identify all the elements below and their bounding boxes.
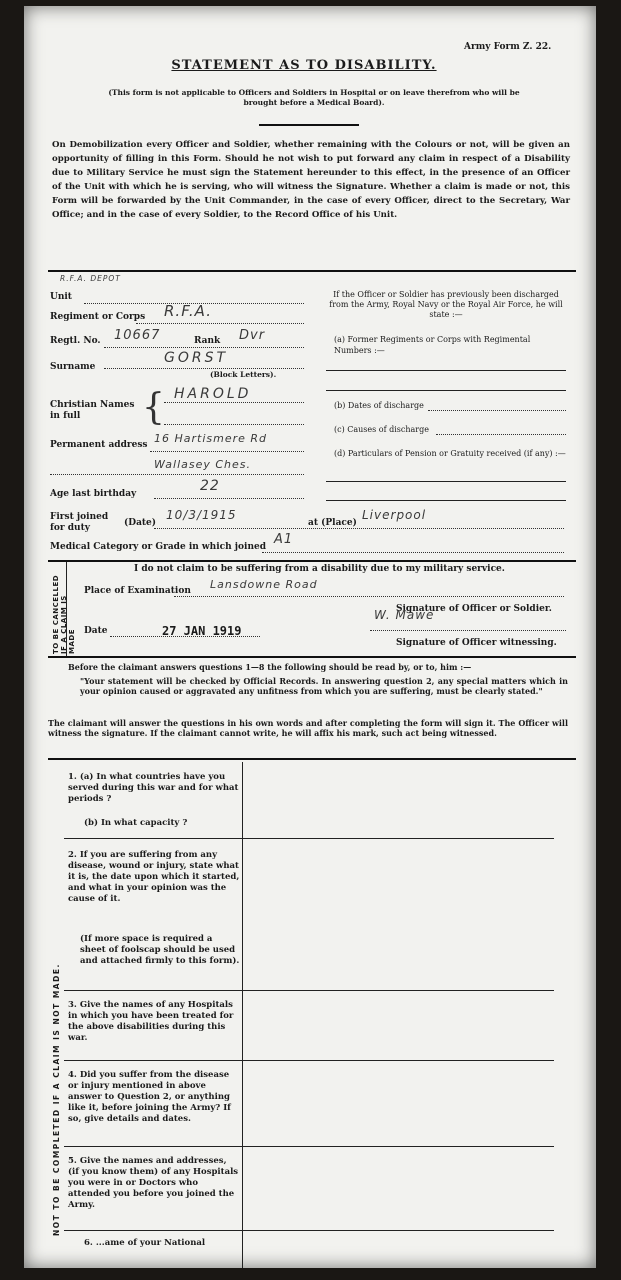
- dates-of-discharge-label: (b) Dates of discharge: [334, 401, 424, 410]
- former-regiments-label: (a) Former Regiments or Corps with Regimental Numbers :—: [334, 335, 531, 355]
- question-1b: (b) In what capacity ?: [84, 818, 188, 828]
- causes-of-discharge-label: (c) Causes of discharge: [334, 425, 429, 434]
- question-1a: 1. (a) In what countries have you served during this war and for what periods ?: [68, 772, 239, 804]
- field-line: [164, 402, 304, 403]
- field-line: [104, 368, 304, 369]
- brace-icon: {: [142, 387, 165, 428]
- field-line: [110, 636, 260, 637]
- row-rule: [64, 838, 554, 839]
- claimant-note: The claimant will answer the questions in his own words and after completing the form will sign it. The Officer will witness the signature. If the claimant cannot write, he will affix his mark, such act being witnessed.: [48, 718, 568, 738]
- row-rule: [64, 1060, 554, 1061]
- address-label: Permanent address: [50, 440, 148, 450]
- medical-value: A1: [274, 532, 294, 547]
- question-5: 5. Give the names and addresses, (if you know them) of any Hospitals you were in or Doctors who attended you before you joined the Army.: [68, 1156, 239, 1210]
- christian-names-value: HAROLD: [174, 386, 252, 402]
- question-6: 6. ...ame of your National: [84, 1238, 206, 1248]
- age-label: Age last birthday: [50, 489, 137, 499]
- declaration-date-label: Date: [84, 626, 108, 636]
- divider: [259, 124, 359, 126]
- field-line: [326, 390, 566, 391]
- first-joined-date: 10/3/1915: [166, 508, 237, 522]
- field-line: [326, 370, 566, 371]
- field-line: [136, 323, 304, 324]
- field-line: [154, 498, 304, 499]
- field-line: [428, 410, 566, 411]
- place-of-examination-label: Place of Examination: [84, 586, 191, 596]
- divider: [48, 656, 576, 658]
- divider: [48, 560, 576, 562]
- field-line: [370, 630, 566, 631]
- regtl-no-value: 10667: [114, 328, 161, 343]
- claim-side-label: NOT TO BE COMPLETED IF A CLAIM IS NOT MADE.: [52, 963, 61, 1236]
- field-line: [104, 347, 304, 348]
- question-3: 3. Give the names of any Hospitals in which you have been treated for the above disabilities during this war.: [68, 1000, 234, 1043]
- signature-soldier-label: Signature of Officer or Soldier.: [396, 604, 552, 614]
- field-line: [326, 481, 566, 482]
- question-2-note: (If more space is required a sheet of foolscap should be used and attached firmly to this form).: [80, 934, 240, 966]
- rank-label: Rank: [194, 336, 221, 346]
- divider: [48, 758, 576, 760]
- field-line: [154, 528, 564, 529]
- question-2: 2. If you are suffering from any disease, wound or injury, state what it is, the date upon which it started, and what in your opinion was the cause of it.: [68, 850, 240, 904]
- depot-stamp: R.F.A. DEPOT: [60, 274, 121, 283]
- form-title: STATEMENT AS TO DISABILITY.: [171, 58, 437, 73]
- address-line1: 16 Hartismere Rd: [154, 432, 268, 445]
- regtl-no-label: Regtl. No.: [50, 336, 101, 346]
- signature-officer-label: Signature of Officer witnessing.: [396, 638, 557, 648]
- block-letters-note: (Block Letters).: [210, 370, 277, 379]
- rank-value: Dvr: [239, 328, 266, 343]
- place-of-examination-value: Lansdowne Road: [210, 578, 318, 591]
- row-rule: [64, 1230, 554, 1231]
- unit-label: Unit: [50, 292, 72, 302]
- field-line: [326, 500, 566, 501]
- field-line: [164, 424, 304, 425]
- divider: [48, 270, 576, 272]
- right-box-intro: If the Officer or Soldier has previously been discharged from the Army, Royal Navy or the Royal Air Force, he will state :—: [329, 290, 563, 319]
- row-rule: [64, 1146, 554, 1147]
- field-line: [174, 596, 564, 597]
- medical-label: Medical Category or Grade in which joined: [50, 542, 267, 552]
- field-line: [150, 451, 304, 452]
- form-number: Army Form Z. 22.: [464, 42, 552, 52]
- place-label: at (Place): [308, 518, 357, 528]
- surname-value: GORST: [164, 350, 229, 366]
- instructions: On Demobilization every Officer and Soldier, whether remaining with the Colours or not, will be given an opportunity of filling in this Form. Should he not wish to put forward any claim in respect of a Disability due to Military Service he must sign the Statement hereunder to this effect, in the presence of an Officer of the Unit with which he is serving, who will witness the Signature. Whether a claim is made or not, this Form will be forwarded by the Unit Commander, in the case of every Officer, direct to the Secretary, War Office; and in the case of every Soldier, to the Record Office of his Unit.: [52, 140, 570, 220]
- row-rule: [64, 990, 554, 991]
- regiment-label: Regiment or Corps: [50, 312, 146, 322]
- cancel-side-label: TO BE CANCELLED IF A CLAIM IS MADE: [52, 574, 76, 654]
- first-joined-place: Liverpool: [362, 508, 427, 522]
- field-line: [436, 434, 566, 435]
- first-joined-label: First joined for duty: [50, 512, 109, 533]
- field-line: [262, 552, 564, 553]
- address-line2: Wallasey Ches.: [154, 458, 252, 471]
- question-4: 4. Did you suffer from the disease or injury mentioned in above answer to Question 2, or anything like it, before joining the Army? If so, give details and dates.: [68, 1070, 231, 1124]
- declaration-date-stamp: 27 JAN 1919: [162, 624, 242, 638]
- signature-officer-value: W. Mawe: [374, 608, 435, 622]
- form-document: [24, 6, 596, 1268]
- field-line: [50, 474, 304, 475]
- pension-label: (d) Particulars of Pension or Gratuity received (if any) :—: [334, 449, 566, 458]
- date-label: (Date): [124, 518, 157, 528]
- official-records-quote: "Your statement will be checked by Official Records. In answering question 2, any special matters which in your opinion caused or aggravated any unfitness from which you are suffering, must be clearly stated.": [80, 676, 568, 696]
- before-note: Before the claimant answers questions 1—8 the following should be read by, or to, him :—: [68, 662, 472, 672]
- declaration-statement: I do not claim to be suffering from a disability due to my military service.: [134, 564, 505, 574]
- form-subtitle: (This form is not applicable to Officers and Soldiers in Hospital or on leave therefrom who will be brought before a Medical Board).: [108, 88, 520, 107]
- age-value: 22: [200, 478, 220, 494]
- christian-names-label: Christian Names in full: [50, 400, 135, 421]
- regiment-value: R.F.A.: [164, 302, 212, 320]
- surname-label: Surname: [50, 362, 96, 372]
